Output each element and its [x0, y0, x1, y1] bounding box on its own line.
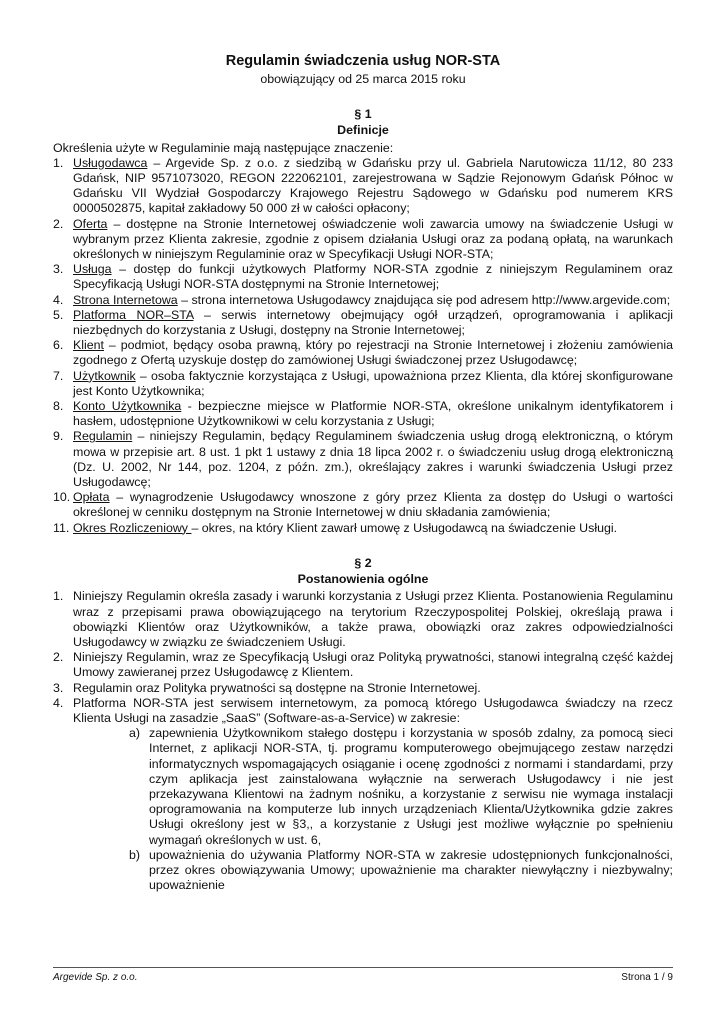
definition-number: 2. [53, 216, 64, 231]
section-1-number: § 1 [354, 107, 372, 122]
provision-text: Platforma NOR-STA jest serwisem internetowym, za pomocą którego Usługodawca świadczy na rzecz Klienta Usługi na zasadzie „SaaS” (Software-as-a-Service) w zakresie: [73, 695, 673, 725]
definition-item [53, 262, 673, 292]
footer-company: Argevide Sp. z o.o. [53, 972, 138, 983]
definition-number: 7. [53, 368, 64, 383]
definition-item [53, 369, 673, 399]
definition-number: 11. [53, 520, 70, 535]
definition-text: – wynagrodzenie Usługodawcy wnoszone z góry przez Klienta za dostęp do Usługi o wartości określonej w cenniku dostępnym na Stronie Internetowej w dniu składania zamówienia; [73, 490, 673, 520]
document-page [53, 52, 673, 893]
footer-page-number: Strona 1 / 9 [621, 972, 673, 983]
definition-text: – strona internetowa Usługodawcy znajdująca się pod adresem http://www.argevide.com; [177, 292, 671, 307]
definition-number: 10. [53, 490, 71, 505]
definition-term: Platforma NOR–STA [73, 307, 194, 322]
definition-number: 4. [53, 292, 64, 307]
definition-term: Regulamin [73, 429, 133, 444]
definition-item [53, 490, 673, 520]
definition-text: – niniejszy Regulamin, będący Regulaminem świadczenia usług drogą elektroniczną, o którym mowa w przepisie art. 8 ust. 1 pkt 1 ustawy z dnia 18 lipca 2002 r. o świadczeniu usług drogą elektroniczną (Dz. U. 2002, Nr 144, poz. 1204, z późn. zm.), określający zakres i warunki świadczenia Usługi przez Usługodawcę; [73, 429, 673, 490]
definition-text: – okres, na który Klient zawarł umowę z Usługodawcą na świadczenie Usługi. [191, 520, 618, 535]
definition-text: - bezpieczne miejsce w Platformie NOR-STA, określone unikalnym identyfikatorem i hasłem, udostępnione Użytkownikowi w celu korzystania z Usługi; [73, 399, 673, 429]
definition-item [53, 521, 673, 536]
definition-item [53, 156, 673, 217]
definition-term: Oferta [73, 216, 108, 231]
definition-text: – dostęp do funkcji użytkowych Platformy NOR-STA zgodnie z niniejszym Regulaminem oraz Specyfikacją Usługi NOR-STA dostępnymi na Stronie Internetowej; [73, 262, 673, 292]
definition-term: Okres Rozliczeniowy [73, 520, 192, 535]
definition-text: – serwis internetowy obejmujący ogół urządzeń, oprogramowania i aplikacji niezbędnych do korzystania z Usługi, dostępny na Stronie Internetowej; [73, 307, 673, 338]
section-2-heading: Postanowienia ogólne [297, 572, 429, 587]
definition-term: Użytkownik [73, 368, 136, 383]
provision-number: 3. [53, 680, 64, 695]
provision-item [53, 650, 673, 680]
provision-number: 2. [53, 650, 64, 665]
provision-text: Niniejszy Regulamin określa zasady i warunki korzystania z Usługi przez Klienta. Postanowienia Regulaminu wraz z przepisami prawa obowiązującego na terytorium Rzeczypospolitej Polskiej, określają prawa i obowiązki Klientów oraz Użytkowników, a także prawa, obowiązki oraz zakres odpowiedzialności Usługodawcy w związku ze świadczeniem Usługi. [73, 589, 673, 649]
provision-subitem-label: a) [129, 726, 141, 741]
definition-term: Opłata [73, 490, 110, 505]
general-provisions-list [53, 589, 673, 893]
definition-term: Usługa [73, 262, 112, 277]
definition-term: Strona Internetowa [73, 292, 178, 307]
definition-text: – dostępne na Stronie Internetowej oświadczenie woli zawarcia umowy na świadczenie Usługi w wybranym przez Klienta zakresie, zgodnie z opisem działania Usługi oraz za podaną opłatą, na warunkach określonych w niniejszym Regulaminie oraz w Specyfikacji Usługi NOR-STA; [73, 216, 673, 262]
page-footer [53, 967, 673, 983]
provision-number: 4. [53, 695, 64, 710]
provision-subitem [129, 726, 673, 848]
provision-subitem [129, 848, 673, 894]
definition-number: 9. [53, 429, 64, 444]
provision-text: Regulamin oraz Polityka prywatności są dostępne na Stronie Internetowej. [73, 680, 481, 695]
section-2-number: § 2 [354, 555, 372, 570]
definition-text: – Argevide Sp. z o.o. z siedzibą w Gdańsku przy ul. Gabriela Narutowicza 11/12, 80 233 Gdańsk, NIP 9571073020, REGON 222062101, zarejestrowana w Sądzie Rejonowym Gdańsk Północ w Gdańsku VII Wydział Gospodarczy Krajowego Rejestru Sądowego w Gdańsku pod numerem KRS 0000502875, kapitał zakładowy 50 000 zł w całości opłacony; [73, 155, 673, 216]
provision-text: Niniejszy Regulamin, wraz ze Specyfikacją Usługi oraz Polityką prywatności, stanowi integralną część każdej Umowy zawieranej przez Usługodawcę z Klientem. [73, 650, 673, 680]
definition-text: – osoba faktycznie korzystająca z Usługi, upoważniona przez Klienta, dla której skonfigurowane jest Konto Użytkownika; [73, 368, 673, 398]
provision-subitem-label: b) [129, 847, 141, 862]
document-subtitle: obowiązujący od 25 marca 2015 roku [260, 72, 466, 86]
definition-term: Usługodawca [73, 155, 148, 170]
definition-term: Klient [73, 338, 104, 353]
definitions-list [53, 156, 673, 536]
section-1-intro: Określenia użyte w Regulaminie mają następujące znaczenie: [53, 140, 394, 155]
definition-number: 6. [53, 338, 64, 353]
provision-number: 1. [53, 589, 64, 604]
definition-item [53, 338, 673, 368]
provision-item [53, 696, 673, 894]
definition-item [53, 217, 673, 263]
section-1-heading: Definicje [337, 123, 389, 138]
definition-item [53, 308, 673, 338]
provision-item [53, 681, 673, 696]
provision-subitem-text: zapewnienia Użytkownikom stałego dostępu i korzystania w sposób zdalny, za pomocą sieci Internet, z aplikacji NOR-STA, tj. programu komputerowego obejmującego zestaw narzędzi informatycznych wspomagających osiąganie i ocenę zgodności z normami i standardami, przy czym aplikacja jest zainstalowana wyłącznie na serwerach Usługodawcy i nie jest przekazywana Klientowi na żadnym nośniku, a korzystanie z serwisu nie wymaga instalacji oprogramowania na komputerze lub innych urządzeniach Klienta/Użytkownika gdzie zakres Usługi określony jest w §3,, a korzystanie z Usługi jest możliwe wyłącznie po spełnieniu wymagań określonych w ust. 6, [149, 726, 673, 847]
definition-number: 3. [53, 262, 64, 277]
provision-subitem-text: upoważnienia do używania Platformy NOR-STA w zakresie udostępnionych funkcjonalności, przez okres obowiązywania Umowy; upoważnienie ma charakter niewyłączny i niezbywalny; upoważnienie [149, 847, 673, 893]
document-title: Regulamin świadczenia usług NOR-STA [225, 53, 501, 69]
provision-sublist [73, 726, 673, 893]
definition-number: 8. [53, 399, 64, 414]
definition-text: – podmiot, będący osoba prawną, który po rejestracji na Stronie Internetowej i złożeniu zamówienia zgodnego z Ofertą uzyskuje dostęp do zamówionej Usługi świadczonej przez Usługodawcę; [73, 338, 673, 368]
definition-number: 1. [53, 155, 64, 170]
provision-item [53, 589, 673, 650]
definition-item [53, 399, 673, 429]
definition-term: Konto Użytkownika [73, 399, 182, 414]
definition-item [53, 293, 673, 308]
definition-number: 5. [53, 307, 64, 322]
definition-item [53, 429, 673, 490]
